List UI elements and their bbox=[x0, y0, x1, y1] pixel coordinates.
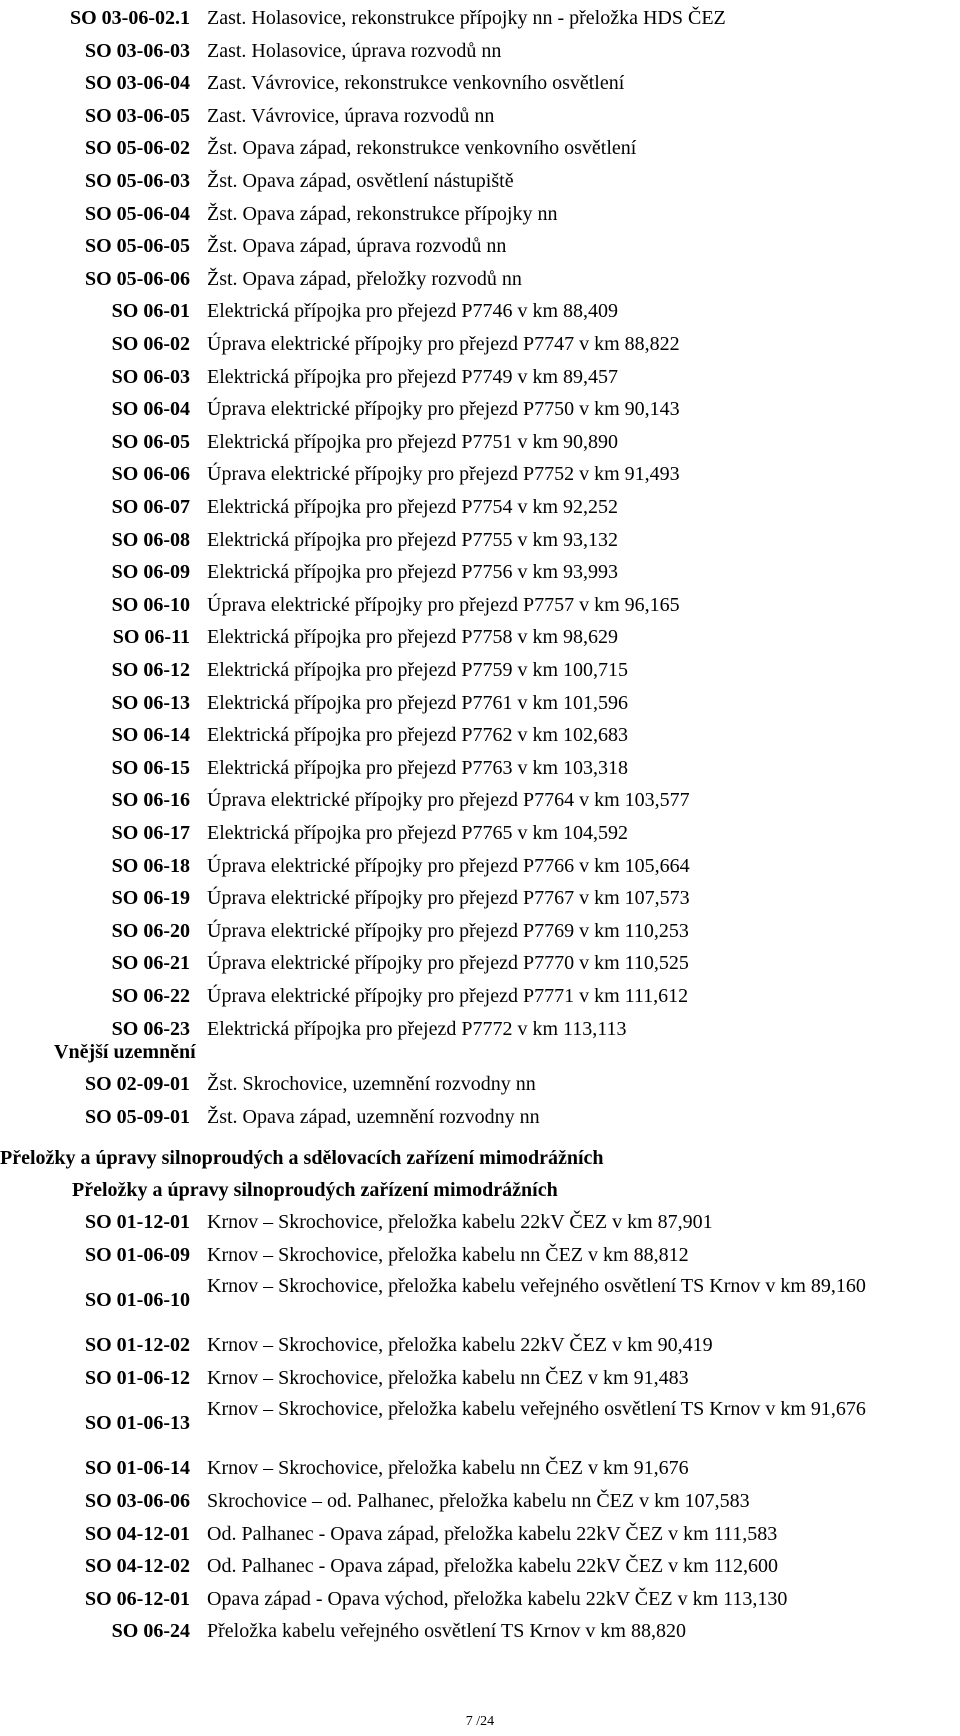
object-description: Elektrická přípojka pro přejezd P7763 v km 103,318 bbox=[207, 756, 629, 779]
list-item bbox=[0, 817, 960, 849]
heading-section: Přeložky a úpravy silnoproudých a sdělovacích zařízení mimodrážních bbox=[0, 1147, 604, 1169]
object-description: Elektrická přípojka pro přejezd P7765 v km 104,592 bbox=[207, 822, 629, 844]
object-code: SO 06-04 bbox=[111, 398, 190, 421]
list-item bbox=[0, 491, 960, 523]
list-item bbox=[0, 295, 960, 327]
list-item bbox=[0, 654, 960, 686]
list-item bbox=[0, 1452, 960, 1484]
object-code: SO 01-06-13 bbox=[85, 1412, 190, 1435]
object-code: SO 06-02 bbox=[111, 333, 190, 355]
object-description: Elektrická přípojka pro přejezd P7758 v km 98,629 bbox=[207, 626, 619, 649]
object-description: Úprava elektrické přípojky pro přejezd P7752 v km 91,493 bbox=[207, 463, 680, 486]
object-code: SO 06-23 bbox=[111, 1017, 190, 1040]
object-code: SO 05-06-04 bbox=[85, 202, 190, 225]
object-description: Úprava elektrické přípojky pro přejezd P7767 v km 107,573 bbox=[207, 887, 690, 910]
object-description: Skrochovice – od. Palhanec, přeložka kabelu nn ČEZ v km 107,583 bbox=[207, 1490, 750, 1512]
list-item bbox=[0, 263, 960, 295]
object-description: Zast. Holasovice, úprava rozvodů nn bbox=[207, 39, 502, 62]
object-code: SO 06-16 bbox=[111, 789, 190, 812]
list-item bbox=[0, 35, 960, 67]
object-description: Elektrická přípojka pro přejezd P7754 v km 92,252 bbox=[207, 496, 619, 518]
list-item bbox=[0, 752, 960, 784]
object-description: Krnov – Skrochovice, přeložka kabelu nn ČEZ v km 88,812 bbox=[207, 1243, 689, 1266]
object-description: Elektrická přípojka pro přejezd P7749 v km 89,457 bbox=[207, 365, 619, 388]
object-code: SO 06-09 bbox=[111, 561, 190, 584]
object-code: SO 06-11 bbox=[112, 626, 190, 649]
list-item bbox=[0, 1394, 960, 1452]
object-description: Žst. Opava západ, uzemnění rozvodny nn bbox=[207, 1105, 540, 1128]
object-code: SO 06-22 bbox=[111, 985, 190, 1007]
object-description: Elektrická přípojka pro přejezd P7746 v km 88,409 bbox=[207, 300, 619, 323]
object-description: Žst. Opava západ, rekonstrukce venkovního osvětlení bbox=[207, 137, 637, 160]
list-item bbox=[0, 1362, 960, 1394]
list-item bbox=[0, 1206, 960, 1238]
list-item bbox=[0, 882, 960, 914]
list-item bbox=[0, 687, 960, 719]
list-item bbox=[0, 524, 960, 556]
list-item bbox=[0, 1101, 960, 1133]
object-description: Elektrická přípojka pro přejezd P7772 v km 113,113 bbox=[207, 1017, 627, 1040]
object-description: Od. Palhanec - Opava západ, přeložka kabelu 22kV ČEZ v km 112,600 bbox=[207, 1555, 778, 1578]
object-code: SO 03-06-06 bbox=[85, 1490, 190, 1512]
object-code: SO 01-12-01 bbox=[85, 1211, 190, 1233]
object-description: Zast. Vávrovice, rekonstrukce venkovního osvětlení bbox=[207, 72, 625, 95]
object-description: Zast. Holasovice, rekonstrukce přípojky nn - přeložka HDS ČEZ bbox=[207, 7, 726, 29]
object-description: Úprava elektrické přípojky pro přejezd P7771 v km 111,612 bbox=[207, 985, 689, 1007]
list-item bbox=[0, 458, 960, 490]
object-description: Elektrická přípojka pro přejezd P7761 v km 101,596 bbox=[207, 691, 629, 714]
heading-outer-grounding: Vnější uzemnění bbox=[54, 1041, 196, 1063]
object-code: SO 06-08 bbox=[111, 528, 190, 551]
object-description: Od. Palhanec - Opava západ, přeložka kabelu 22kV ČEZ v km 111,583 bbox=[207, 1522, 778, 1545]
object-code: SO 05-06-06 bbox=[85, 267, 190, 290]
heading-subsection: Přeložky a úpravy silnoproudých zařízení mimodrážních bbox=[72, 1179, 558, 1201]
list-item bbox=[0, 1329, 960, 1361]
object-code: SO 05-06-05 bbox=[85, 235, 190, 258]
object-description: Elektrická přípojka pro přejezd P7751 v km 90,890 bbox=[207, 430, 619, 453]
object-description: Elektrická přípojka pro přejezd P7755 v km 93,132 bbox=[207, 528, 619, 551]
object-code: SO 06-19 bbox=[111, 887, 190, 910]
list-item bbox=[0, 426, 960, 458]
object-code: SO 05-06-03 bbox=[85, 170, 190, 192]
object-description: Elektrická přípojka pro přejezd P7762 v km 102,683 bbox=[207, 724, 629, 747]
list-item bbox=[0, 1615, 960, 1647]
object-code: SO 03-06-04 bbox=[85, 72, 190, 95]
object-code: SO 06-17 bbox=[111, 822, 190, 844]
object-code: SO 06-21 bbox=[111, 952, 190, 975]
object-description: Krnov – Skrochovice, přeložka kabelu nn ČEZ v km 91,483 bbox=[207, 1366, 689, 1389]
object-description: Žst. Opava západ, osvětlení nástupiště bbox=[207, 170, 514, 192]
list-item bbox=[0, 1271, 960, 1329]
object-description: Krnov – Skrochovice, přeložka kabelu nn ČEZ v km 91,676 bbox=[207, 1457, 689, 1480]
list-item bbox=[0, 784, 960, 816]
object-code: SO 06-18 bbox=[111, 854, 190, 877]
list-item bbox=[0, 1518, 960, 1550]
list-item bbox=[0, 980, 960, 1012]
object-code: SO 03-06-02.1 bbox=[70, 7, 190, 29]
object-code: SO 03-06-05 bbox=[85, 104, 190, 127]
list-item bbox=[0, 1068, 960, 1100]
list-item bbox=[0, 556, 960, 588]
object-description: Žst. Opava západ, rekonstrukce přípojky nn bbox=[207, 202, 558, 225]
list-item bbox=[0, 719, 960, 751]
list-item bbox=[0, 589, 960, 621]
object-code: SO 01-06-14 bbox=[85, 1457, 190, 1480]
object-description: Úprava elektrické přípojky pro přejezd P7769 v km 110,253 bbox=[207, 919, 689, 942]
list-item bbox=[0, 1239, 960, 1271]
object-description: Úprava elektrické přípojky pro přejezd P7757 v km 96,165 bbox=[207, 593, 680, 616]
object-code: SO 06-07 bbox=[111, 496, 190, 518]
list-item bbox=[0, 1550, 960, 1582]
object-code: SO 05-09-01 bbox=[85, 1105, 190, 1128]
object-description: Úprava elektrické přípojky pro přejezd P7770 v km 110,525 bbox=[207, 952, 689, 975]
object-code: SO 06-12-01 bbox=[85, 1587, 190, 1610]
page-number: 7 /24 bbox=[465, 1714, 495, 1729]
object-code: SO 01-06-12 bbox=[85, 1366, 190, 1389]
list-item bbox=[0, 1485, 960, 1517]
object-code: SO 06-10 bbox=[111, 593, 190, 616]
object-code: SO 06-14 bbox=[111, 724, 190, 747]
object-description: Krnov – Skrochovice, přeložka kabelu veřejného osvětlení TS Krnov v km 91,676 bbox=[207, 1398, 866, 1421]
object-code: SO 05-06-02 bbox=[85, 137, 190, 160]
object-description: Krnov – Skrochovice, přeložka kabelu 22kV ČEZ v km 87,901 bbox=[207, 1211, 713, 1233]
object-code: SO 06-24 bbox=[111, 1620, 190, 1643]
list-item bbox=[0, 2, 960, 34]
object-code: SO 01-06-09 bbox=[85, 1243, 190, 1266]
object-code: SO 03-06-03 bbox=[85, 39, 190, 62]
object-description: Úprava elektrické přípojky pro přejezd P7750 v km 90,143 bbox=[207, 398, 680, 421]
list-item bbox=[0, 393, 960, 425]
object-description: Opava západ - Opava východ, přeložka kabelu 22kV ČEZ v km 113,130 bbox=[207, 1587, 788, 1610]
object-code: SO 02-09-01 bbox=[85, 1073, 190, 1095]
object-code: SO 01-06-10 bbox=[85, 1289, 190, 1312]
list-item bbox=[0, 328, 960, 360]
object-code: SO 06-01 bbox=[111, 300, 190, 323]
list-item bbox=[0, 100, 960, 132]
object-code: SO 06-06 bbox=[111, 463, 190, 486]
object-description: Žst. Opava západ, přeložky rozvodů nn bbox=[207, 267, 522, 290]
list-item bbox=[0, 947, 960, 979]
list-item bbox=[0, 165, 960, 197]
object-code: SO 06-13 bbox=[111, 691, 190, 714]
list-item bbox=[0, 67, 960, 99]
object-description: Žst. Skrochovice, uzemnění rozvodny nn bbox=[207, 1073, 536, 1095]
list-item bbox=[0, 230, 960, 262]
object-code: SO 04-12-01 bbox=[85, 1522, 190, 1545]
object-code: SO 06-05 bbox=[111, 430, 190, 453]
object-description: Elektrická přípojka pro přejezd P7756 v km 93,993 bbox=[207, 561, 619, 584]
list-item bbox=[0, 198, 960, 230]
object-description: Žst. Opava západ, úprava rozvodů nn bbox=[207, 235, 507, 258]
object-description: Přeložka kabelu veřejného osvětlení TS Krnov v km 88,820 bbox=[207, 1620, 686, 1643]
object-code: SO 06-15 bbox=[111, 756, 190, 779]
object-code: SO 06-20 bbox=[111, 919, 190, 942]
list-item bbox=[0, 361, 960, 393]
list-item bbox=[0, 915, 960, 947]
object-code: SO 06-12 bbox=[111, 659, 190, 681]
object-code: SO 01-12-02 bbox=[85, 1334, 190, 1357]
list-item bbox=[0, 850, 960, 882]
list-item bbox=[0, 621, 960, 653]
object-description: Úprava elektrické přípojky pro přejezd P7766 v km 105,664 bbox=[207, 854, 690, 877]
list-item bbox=[0, 132, 960, 164]
object-code: SO 06-03 bbox=[111, 365, 190, 388]
object-description: Krnov – Skrochovice, přeložka kabelu 22kV ČEZ v km 90,419 bbox=[207, 1334, 713, 1357]
object-description: Krnov – Skrochovice, přeložka kabelu veřejného osvětlení TS Krnov v km 89,160 bbox=[207, 1275, 866, 1298]
list-item bbox=[0, 1583, 960, 1615]
object-description: Elektrická přípojka pro přejezd P7759 v km 100,715 bbox=[207, 659, 629, 681]
object-code: SO 04-12-02 bbox=[85, 1555, 190, 1578]
object-description: Úprava elektrické přípojky pro přejezd P7747 v km 88,822 bbox=[207, 333, 680, 355]
object-description: Úprava elektrické přípojky pro přejezd P7764 v km 103,577 bbox=[207, 789, 690, 812]
object-description: Zast. Vávrovice, úprava rozvodů nn bbox=[207, 104, 495, 127]
